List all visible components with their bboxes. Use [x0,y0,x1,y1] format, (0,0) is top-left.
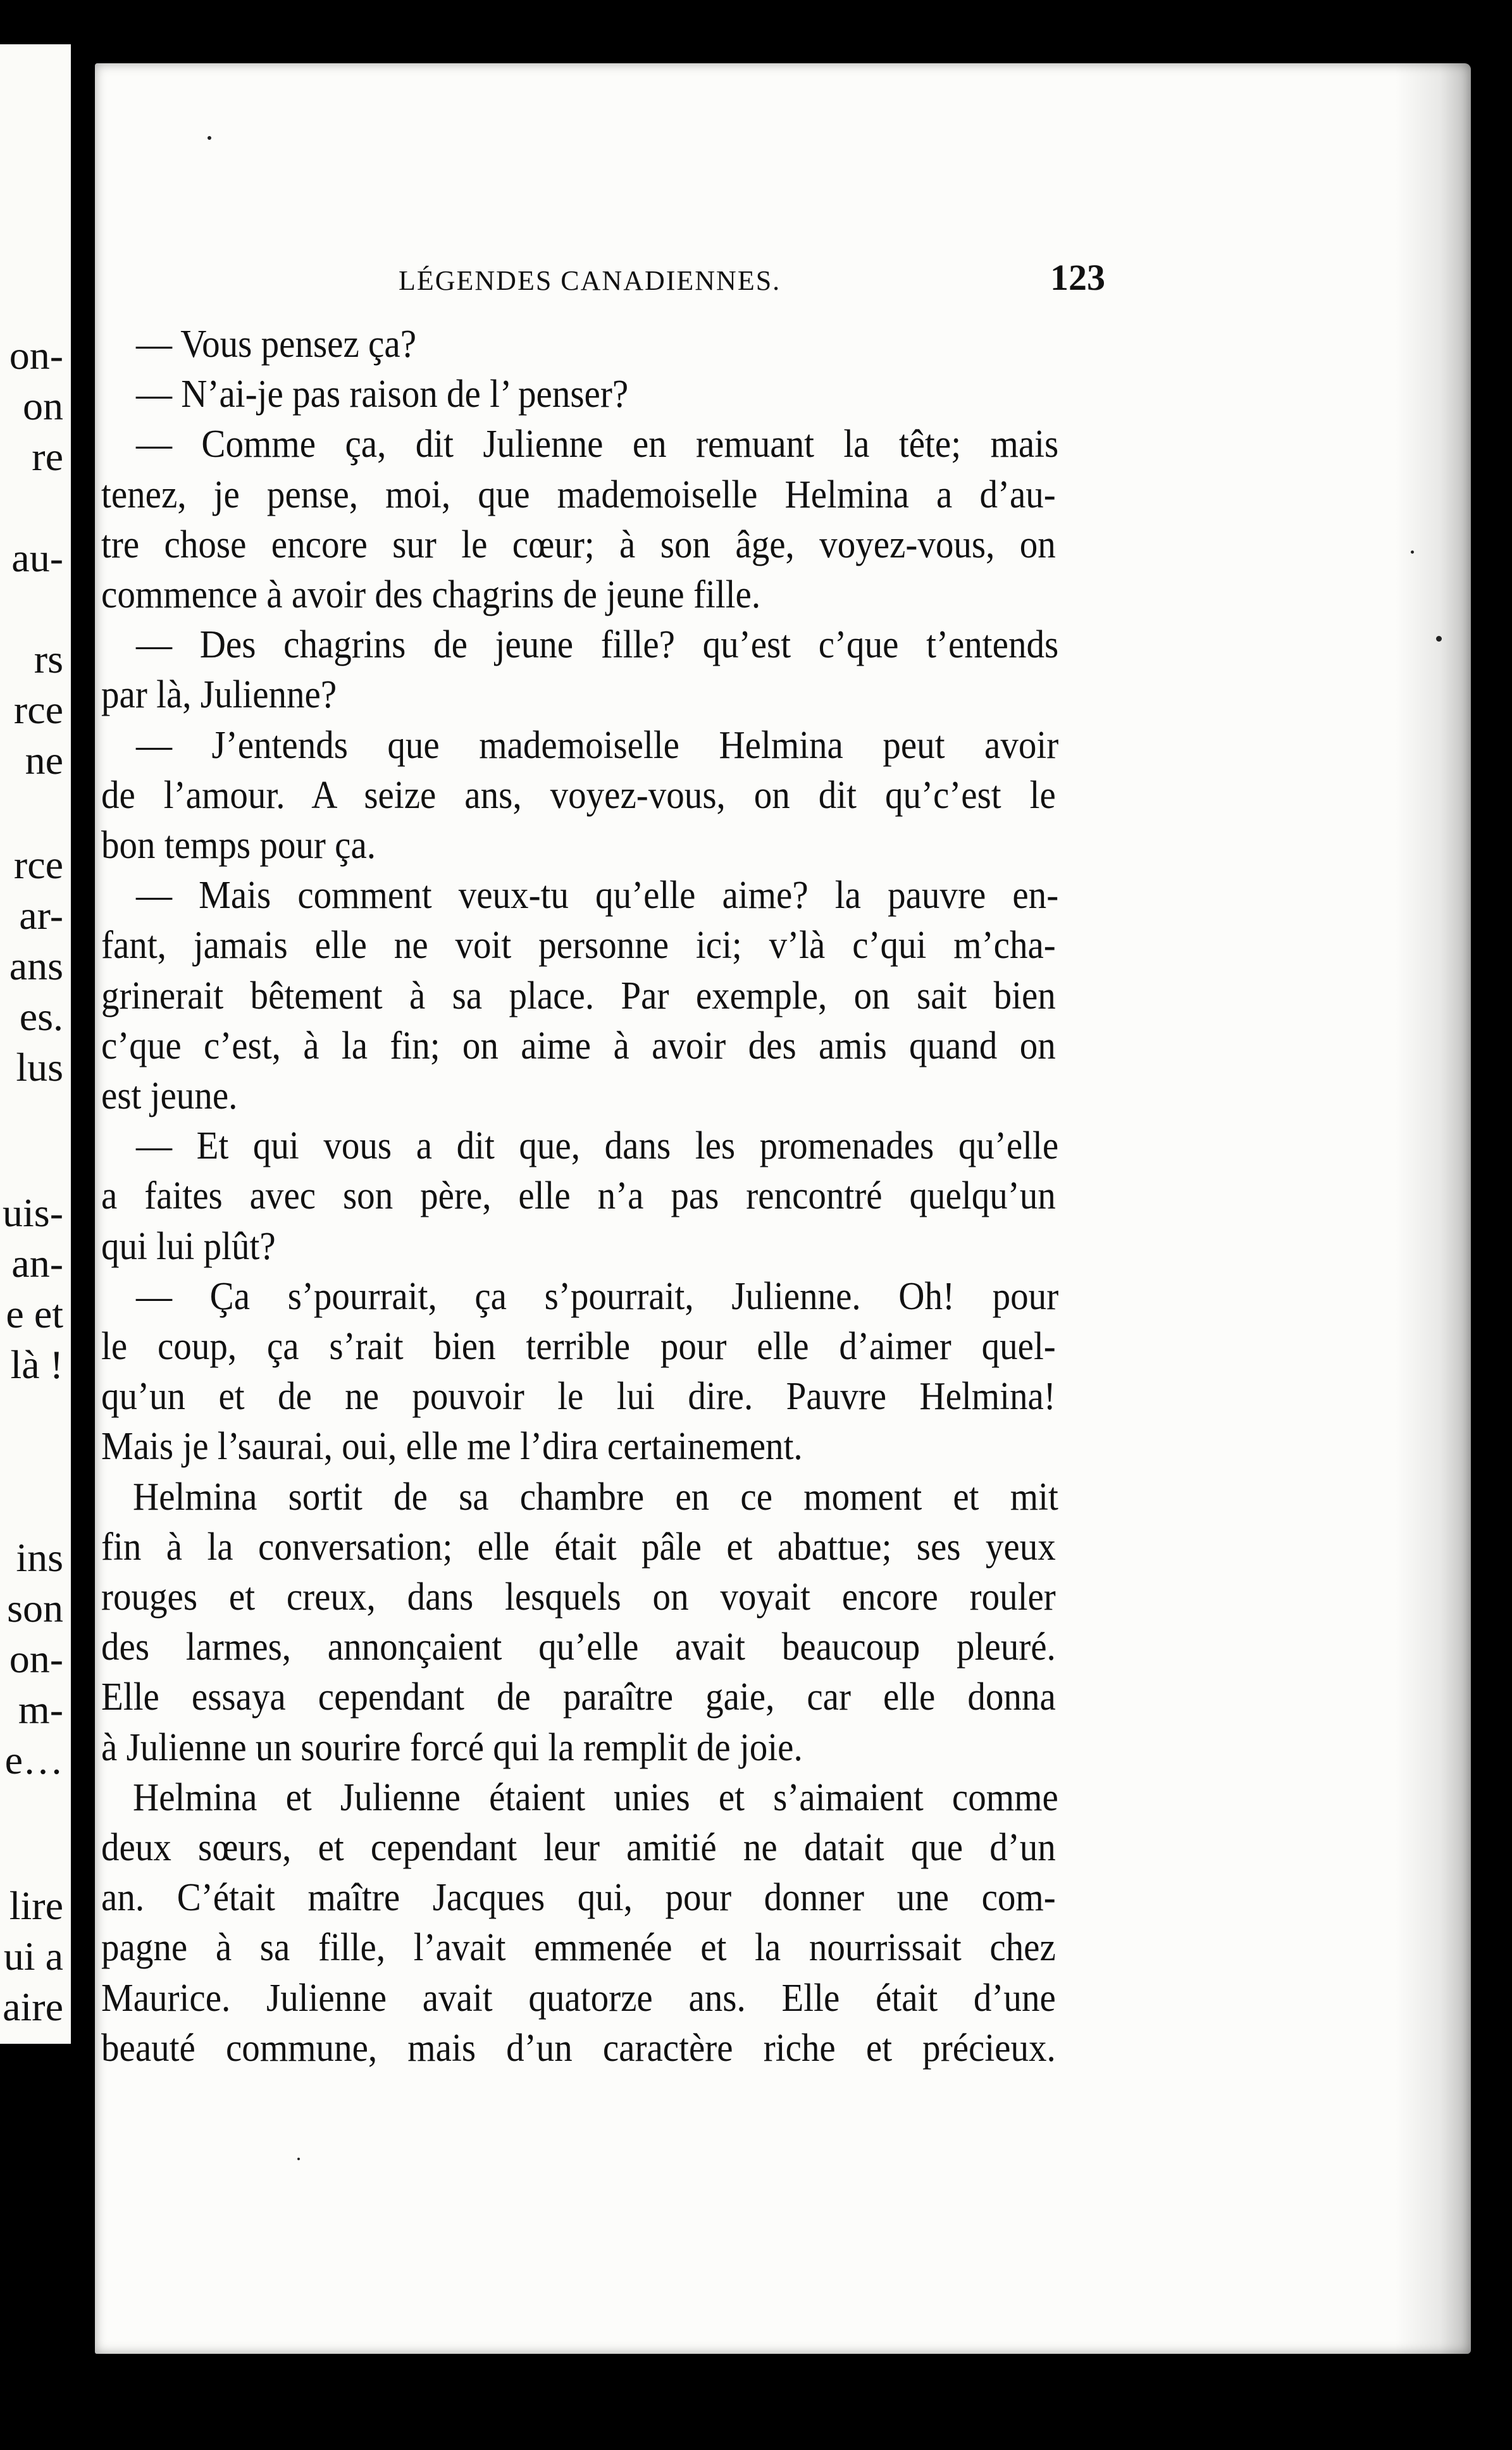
text-line: tre chose encore sur le cœur; à son âge, voyez-vous, on [101,523,1056,566]
left-page-fragment: là ! [10,1342,63,1387]
text-line: — Et qui vous a dit que, dans les promenades qu’elle [136,1124,1059,1167]
text-line: fant, jamais elle ne voit personne ici; v’là c’qui m’cha- [101,924,1056,967]
left-page-fragment: au- [11,535,63,580]
page-edge-shadow [1395,63,1471,2354]
scan-speck [297,2158,300,2160]
text-line: — J’entends que mademoiselle Helmina peut avoir [136,724,1059,767]
text-line: est jeune. [101,1074,238,1117]
text-line: par là, Julienne? [101,673,337,716]
text-line: tenez, je pense, moi, que mademoiselle Helmina a d’au- [101,473,1056,516]
left-page-fragment: son [7,1586,63,1631]
text-line: c’que c’est, à la fin; on aime à avoir des amis quand on [101,1024,1056,1067]
left-page-fragment: re [32,434,63,479]
text-line: qui lui plût? [101,1225,276,1268]
text-line: à Julienne un sourire forcé qui la remplit de joie. [101,1726,803,1769]
left-facing-page [0,44,71,2044]
text-line: an. C’était maître Jacques qui, pour donner une com- [101,1876,1056,1919]
text-line: Mais je l’saurai, oui, elle me l’dira certainement. [101,1425,803,1468]
running-title: LÉGENDES CANADIENNES. [399,265,781,296]
left-page-fragment: rce [13,842,63,887]
left-page-fragment: ar- [19,893,63,938]
text-line: Helmina et Julienne étaient unies et s’aimaient comme [133,1776,1058,1819]
text-line: Elle essaya cependant de paraître gaie, car elle donna [101,1676,1056,1719]
left-page-fragment: uis- [3,1190,63,1235]
left-page-fragment: m- [18,1687,63,1732]
text-line: — Vous pensez ça? [136,323,417,366]
text-line: fin à la conversation; elle était pâle et abattue; ses yeux [101,1526,1056,1569]
left-page-fragment: on [23,383,63,428]
left-page-fragment: es. [19,994,63,1039]
text-line: Helmina sortit de sa chambre en ce moment et mit [133,1476,1058,1519]
left-page-fragment: e et [6,1291,63,1336]
left-page-fragment: rs [34,637,63,681]
text-line: beauté commune, mais d’un caractère riche et précieux. [101,2027,1056,2070]
left-page-fragment: aire [3,1984,63,2029]
left-page-fragment: ins [16,1535,63,1580]
left-page-fragment: ans [9,943,63,988]
text-line: Maurice. Julienne avait quatorze ans. Elle était d’une [101,1977,1056,2020]
left-page-fragment: e… [4,1738,63,1782]
book-page [95,63,1471,2354]
left-page-fragment: lire [9,1883,63,1928]
scan-speck [208,136,211,140]
text-line: de l’amour. A seize ans, voyez-vous, on dit qu’c’est le [101,774,1056,817]
scan-speck [1411,550,1414,554]
scan-speck [1436,636,1442,642]
text-line: — Comme ça, dit Julienne en remuant la tête; mais [136,423,1059,466]
text-line: grinerait bêtement à sa place. Par exemple, on sait bien [101,974,1056,1017]
text-line: qu’un et de ne pouvoir le lui dire. Pauvre Helmina! [101,1375,1056,1418]
left-page-fragment: lus [16,1045,63,1090]
text-line: — N’ai-je pas raison de l’ penser? [136,373,629,416]
text-line: des larmes, annonçaient qu’elle avait beaucoup pleuré. [101,1626,1056,1669]
text-line: — Des chagrins de jeune fille? qu’est c’que t’entends [136,623,1059,666]
text-line: commence à avoir des chagrins de jeune fille. [101,573,761,616]
left-page-fragment: on- [9,1636,63,1681]
text-line: — Ça s’pourrait, ça s’pourrait, Julienne. Oh! pour [136,1275,1059,1318]
left-page-fragment: ui a [3,1934,63,1979]
text-line: pagne à sa fille, l’avait emmenée et la nourrissait chez [101,1926,1056,1969]
text-line: a faites avec son père, elle n’a pas rencontré quelqu’un [101,1174,1056,1217]
left-page-fragment: on- [9,333,63,378]
text-line: bon temps pour ça. [101,824,376,867]
text-line: le coup, ça s’rait bien terrible pour elle d’aimer quel- [101,1325,1056,1368]
page-number: 123 [1050,257,1105,298]
left-page-fragment: ne [25,738,63,783]
text-line: rouges et creux, dans lesquels on voyait encore rouler [101,1576,1056,1619]
text-line: — Mais comment veux-tu qu’elle aime? la pauvre en- [136,874,1059,917]
left-page-fragment: an- [11,1241,63,1286]
left-page-fragment: rce [13,687,63,732]
text-line: deux sœurs, et cependant leur amitié ne datait que d’un [101,1826,1056,1869]
